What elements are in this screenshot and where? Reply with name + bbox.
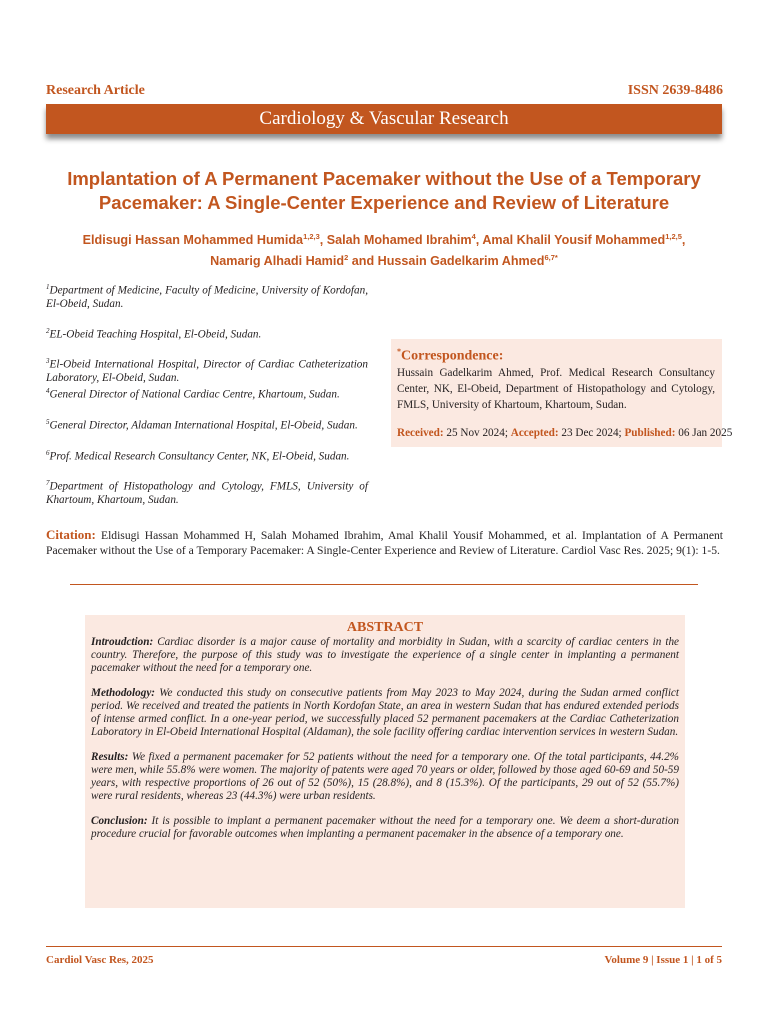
citation — [46, 527, 723, 558]
paper-title-line-2: Pacemaker: A Single-Center Experience and Review of Literature — [98, 192, 670, 213]
author-name: Eldisugi Hassan Mohammed Humida — [82, 233, 304, 248]
abstract-section-methodology — [91, 687, 679, 739]
author-affiliation-sup: 6,7* — [544, 253, 558, 263]
published-label: Published: — [624, 427, 676, 439]
affiliation — [46, 385, 368, 402]
affiliation-text: Department of Medicine, Faculty of Medicine, University of Kordofan, El-Obeid, Sudan. — [46, 284, 368, 310]
author-affiliation-sup: 1,2,5 — [665, 232, 682, 241]
author-name: Salah Mohamed Ibrahim — [326, 233, 472, 248]
abstract-section-results — [91, 751, 679, 803]
abstract-section-text: We conducted this study on consecutive patients from May 2023 to May 2024, during the Sudan armed conflict period. We received and treated the patients in North Kordofan State, an area in western Sudan that has endured extended periods of intense armed conflict. In a one-year period, we successfully placed 52 permanent pacemakers at the Cardiac Catheterization Laboratory in El-Obeid International Hospital (Aldaman), the sole facility offering cardiac intervention services in western Sudan. — [91, 687, 680, 738]
affiliation — [46, 281, 368, 311]
abstract-section-text: It is possible to implant a permanent pacemaker without the need for a temporary one. We deem a short-duration procedure crucial for favorable outcomes when implanting a permanent pacemaker in the absence of a temporary one. — [91, 815, 680, 840]
author-affiliation-sup: 4 — [471, 232, 476, 241]
abstract-section-label: Results: — [91, 751, 129, 763]
affiliation-text: EL-Obeid Teaching Hospital, El-Obeid, Sudan. — [49, 328, 262, 341]
author-name: Namarig Alhadi Hamid — [210, 254, 345, 269]
paper-title — [40, 167, 728, 215]
article-type-label: Research Article — [46, 83, 145, 98]
author-list — [30, 228, 738, 270]
affiliation-sup: 6 — [46, 448, 50, 457]
author-line-1 — [30, 228, 738, 249]
affiliation-text: General Director, Aldaman International Hospital, El-Obeid, Sudan. — [49, 419, 358, 432]
author-affiliation-sup: 2 — [344, 253, 349, 263]
affiliation-sup: 4 — [46, 387, 50, 396]
author-separator: and — [348, 254, 378, 269]
publication-dates: Received: 25 Nov 2024; Accepted: 23 Dec 2024; Published: 06 Jan 2025 — [397, 427, 733, 439]
author-separator: , — [681, 233, 686, 248]
correspondence-text: Hussain Gadelkarim Ahmed, Prof. Medical Research Consultancy Center, NK, El-Obeid, Department of Histopathology and Cytology, FMLS, University of Khartoum, Khartoum, Sudan. — [397, 367, 715, 411]
abstract-section-label: Methodology: — [91, 687, 156, 699]
abstract-heading: ABSTRACT — [346, 620, 424, 635]
received-label: Received: — [397, 427, 444, 439]
published-date: 06 Jan 2025 — [678, 427, 733, 439]
affiliation-sup: 2 — [46, 326, 50, 335]
footer-divider — [46, 946, 722, 947]
issn-label: ISSN 2639-8486 — [627, 83, 723, 98]
correspondence-label: Correspondence: — [401, 348, 504, 364]
correspondence-heading — [397, 347, 503, 365]
accepted-label: Accepted: — [510, 427, 559, 439]
affiliation — [46, 477, 368, 507]
citation-text: Eldisugi Hassan Mohammed H, Salah Mohamed Ibrahim, Amal Khalil Yousif Mohammed, et al. Implantation of A Permanent Pacemaker without the Use of a Temporary Pacemaker: A Single-Center Experience and Review of Literature. Cardiol Vasc Res. 2025; 9(1): 1-5. — [46, 529, 723, 557]
affiliation-sup: 7 — [46, 479, 50, 488]
abstract-section-introduction — [91, 636, 679, 675]
author-separator: , — [475, 233, 483, 248]
abstract-section-text: We fixed a permanent pacemaker for 52 patients without the need for a temporary one. Of the total participants, 44.2% were men, while 55.8% were women. The majority of patents were aged 70 years or older, followed by those aged 60-69 and 50-59 years, with respective proportions of 26 out of 52 (50%), 15 (28.8%), and 8 (15.3%). Of the participants, 29 out of 52 (55.7%) were rural residents, whereas 23 (44.3%) were urban residents. — [91, 751, 680, 802]
abstract-section-text: Cardiac disorder is a major cause of mortality and morbidity in Sudan, with a scarcity of cardiac centers in the country. Therefore, the purpose of this study was to investigate the experience of a single center in implanting a permanent pacemaker without the need for a temporary one. — [91, 636, 680, 674]
author-affiliation-sup: 1,2,3 — [303, 232, 320, 241]
affiliation — [46, 447, 368, 464]
affiliation — [46, 416, 368, 433]
journal-banner: Cardiology & Vascular Research — [46, 104, 722, 134]
author-name: Hussain Gadelkarim Ahmed — [377, 254, 545, 269]
footer-page-info: Volume 9 | Issue 1 | 1 of 5 — [604, 954, 722, 966]
section-divider — [70, 584, 698, 585]
affiliation-text: General Director of National Cardiac Centre, Khartoum, Sudan. — [49, 388, 340, 401]
abstract-body — [91, 636, 679, 853]
author-separator: , — [319, 233, 327, 248]
affiliation-sup: 1 — [46, 283, 50, 291]
abstract-section-conclusion — [91, 815, 679, 841]
paper-title-line-1: Implantation of A Permanent Pacemaker without the Use of a Temporary — [67, 168, 701, 189]
affiliation-sup: 3 — [46, 357, 50, 366]
author-name: Amal Khalil Yousif Mohammed — [482, 233, 666, 248]
affiliation-text: El-Obeid International Hospital, Director of Cardiac Catheterization Laboratory, El-Obeid, Sudan. — [46, 359, 368, 385]
correspondence-star: * — [397, 347, 401, 356]
citation-label: Citation: — [46, 527, 96, 542]
abstract-section-label: Introudction: — [91, 636, 154, 648]
accepted-date: 23 Dec 2024 — [561, 427, 619, 439]
affiliation-list — [46, 281, 368, 521]
affiliation — [46, 355, 368, 385]
affiliation — [46, 325, 368, 342]
received-date: 25 Nov 2024 — [446, 427, 505, 439]
affiliation-text: Prof. Medical Research Consultancy Center, NK, El-Obeid, Sudan. — [49, 450, 350, 463]
footer-journal-ref: Cardiol Vasc Res, 2025 — [46, 954, 154, 966]
affiliation-sup: 5 — [46, 417, 50, 426]
abstract-section-label: Conclusion: — [91, 815, 148, 827]
author-line-2 — [30, 249, 738, 270]
affiliation-text: Department of Histopathology and Cytology, FMLS, University of Khartoum, Khartoum, Sudan. — [46, 481, 368, 507]
